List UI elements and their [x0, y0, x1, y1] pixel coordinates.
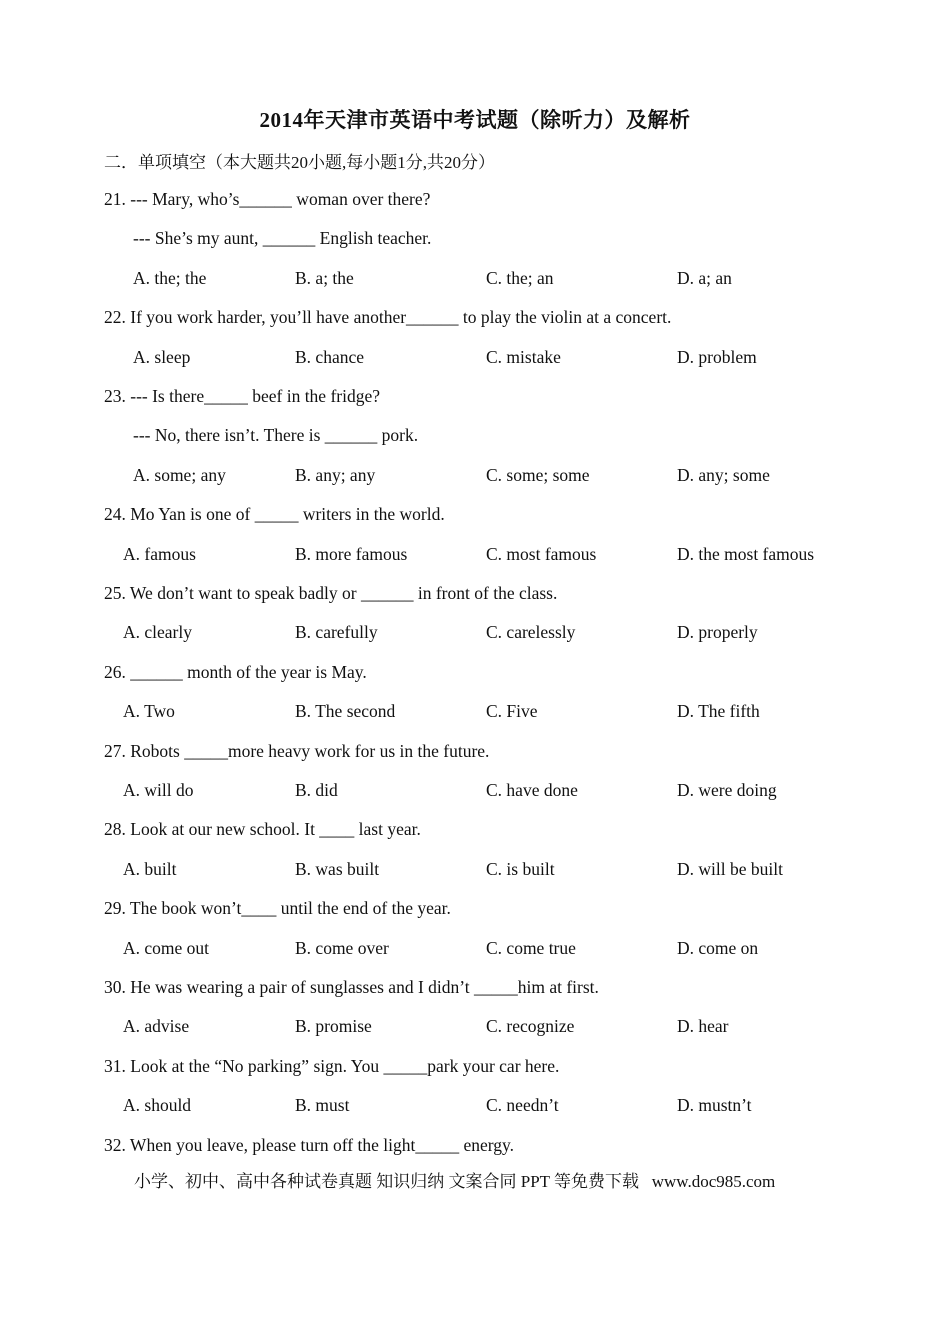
question-stem: 30. He was wearing a pair of sunglasses and I didn’t _____him at first. — [104, 977, 599, 997]
option-c: C. needn’t — [486, 1095, 559, 1115]
option-d: D. properly — [677, 622, 758, 642]
page-title: 2014年天津市英语中考试题（除听力）及解析 — [259, 108, 691, 132]
option-d: D. mustn’t — [677, 1095, 752, 1115]
page-footer: 小学、初中、高中各种试卷真题 知识归纳 文案合同 PPT 等免费下载 www.doc985.com — [134, 1172, 776, 1191]
option-b: B. was built — [295, 859, 380, 879]
question-stem-continuation: --- She’s my aunt, ______ English teacher. — [133, 228, 432, 248]
question-stem: 28. Look at our new school. It ____ last year. — [104, 819, 421, 839]
option-a: A. some; any — [133, 465, 226, 485]
option-d: D. any; some — [677, 465, 770, 485]
option-a: A. will do — [123, 780, 194, 800]
option-a: A. come out — [123, 938, 210, 958]
option-a: A. built — [123, 859, 177, 879]
option-c: C. come true — [486, 938, 576, 958]
option-b: B. more famous — [295, 544, 408, 564]
option-a: A. clearly — [123, 622, 192, 642]
option-c: C. carelessly — [486, 622, 576, 642]
option-d: D. come on — [677, 938, 759, 958]
option-c: C. recognize — [486, 1016, 575, 1036]
option-d: D. a; an — [677, 268, 732, 288]
question-stem-continuation: --- No, there isn’t. There is ______ pork. — [133, 425, 419, 445]
option-b: B. must — [295, 1095, 350, 1115]
option-b: B. a; the — [295, 268, 354, 288]
option-b: B. did — [295, 780, 338, 800]
option-c: C. mistake — [486, 347, 561, 367]
option-d: D. problem — [677, 347, 757, 367]
option-d: D. The fifth — [677, 701, 760, 721]
option-d: D. will be built — [677, 859, 783, 879]
option-b: B. promise — [295, 1016, 372, 1036]
question-stem: 32. When you leave, please turn off the light_____ energy. — [104, 1135, 515, 1155]
section-heading: 二．单项填空（本大题共20小题,每小题1分,共20分） — [104, 153, 495, 172]
question-stem: 22. If you work harder, you’ll have another______ to play the violin at a concert. — [104, 307, 672, 327]
option-d: D. were doing — [677, 780, 777, 800]
option-c: C. the; an — [486, 268, 554, 288]
option-b: B. The second — [295, 701, 396, 721]
question-stem: 23. --- Is there_____ beef in the fridge? — [104, 386, 381, 406]
option-c: C. most famous — [486, 544, 597, 564]
option-b: B. come over — [295, 938, 389, 958]
option-c: C. some; some — [486, 465, 590, 485]
question-stem: 24. Mo Yan is one of _____ writers in the world. — [104, 504, 445, 524]
option-c: C. Five — [486, 701, 538, 721]
option-a: A. Two — [123, 701, 175, 721]
option-c: C. is built — [486, 859, 555, 879]
option-a: A. the; the — [133, 268, 207, 288]
option-a: A. should — [123, 1095, 192, 1115]
option-b: B. any; any — [295, 465, 376, 485]
question-stem: 29. The book won’t____ until the end of the year. — [104, 898, 451, 918]
option-b: B. carefully — [295, 622, 378, 642]
question-stem: 21. --- Mary, who’s______ woman over there? — [104, 189, 431, 209]
question-stem: 27. Robots _____more heavy work for us in the future. — [104, 741, 490, 761]
option-a: A. advise — [123, 1016, 190, 1036]
question-stem: 26. ______ month of the year is May. — [104, 662, 367, 682]
option-d: D. the most famous — [677, 544, 815, 564]
option-c: C. have done — [486, 780, 578, 800]
question-stem: 25. We don’t want to speak badly or ______ in front of the class. — [104, 583, 558, 603]
option-a: A. sleep — [133, 347, 191, 367]
option-a: A. famous — [123, 544, 196, 564]
option-d: D. hear — [677, 1016, 729, 1036]
question-stem: 31. Look at the “No parking” sign. You _____park your car here. — [104, 1056, 560, 1076]
option-b: B. chance — [295, 347, 364, 367]
